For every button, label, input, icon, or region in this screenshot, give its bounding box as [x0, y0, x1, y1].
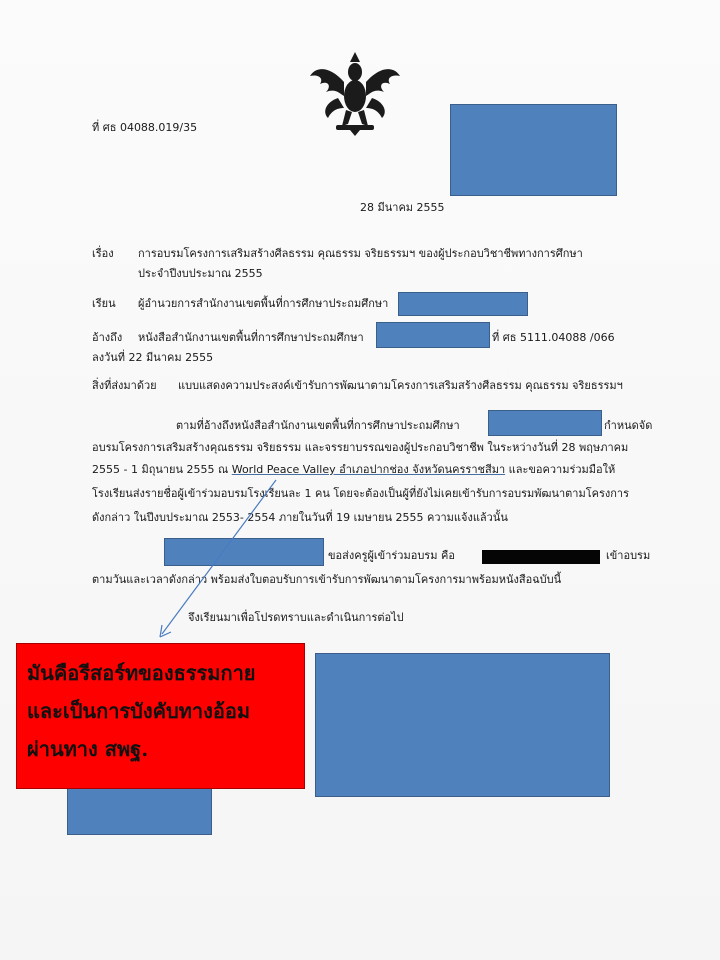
garuda-emblem-icon [308, 52, 402, 136]
letter-date: 28 มีนาคม 2555 [360, 201, 445, 214]
callout-line: และเป็นการบังคับทางอ้อม [27, 699, 251, 723]
callout-line: ผ่านทาง สพฐ. [27, 737, 149, 761]
body-text: ตามวันและเวลาดังกล่าว พร้อมส่งใบตอบรับการเข้ารับการพัฒนาตามโครงการมาพร้อมหนังสือฉบับนี้ [92, 573, 562, 586]
body-text: เข้าอบรม [606, 549, 651, 562]
redaction-box [315, 653, 610, 797]
to-label: เรียน [92, 297, 116, 310]
annotation-arrow-icon [150, 476, 290, 646]
reference-number: ที่ ศธ 04088.019/35 [92, 121, 198, 134]
body-text: โรงเรียนส่งรายชื่อผู้เข้าร่วมอบรมโรงเรียนละ 1 คน โดยจะต้องเป็นผู้ที่ยังไม่เคยเข้ารับการอบรมพัฒนาตามโครงการ [92, 487, 630, 500]
redaction-box [376, 322, 490, 348]
enclosure-label: สิ่งที่ส่งมาด้วย [92, 379, 157, 392]
venue-text: World Peace Valley อำเภอปากช่อง จังหวัดนครราชสีมา [231, 463, 506, 476]
subject-text-cont: ประจำปีงบประมาณ 2555 [138, 267, 263, 280]
body-text: และขอความร่วมมือให้ [505, 463, 616, 476]
callout-line: มันคือรีสอร์ทของธรรมกาย [27, 661, 256, 685]
redaction-box [398, 292, 528, 316]
redaction-box [67, 788, 212, 835]
body-text: 2555 - 1 มิถุนายน 2555 ณ [92, 463, 232, 476]
to-text: ผู้อำนวยการสำนักงานเขตพื้นที่การศึกษาประถมศึกษา [138, 297, 389, 310]
body-text: ดังกล่าว ในปีงบประมาณ 2553- 2554 ภายในวันที่ 19 เมษายน 2555 ความแจ้งแล้วนั้น [92, 511, 508, 524]
reference-number-text: ที่ ศธ 5111.04088 /066 [492, 331, 615, 344]
redaction-box [450, 104, 617, 196]
subject-text: การอบรมโครงการเสริมสร้างศีลธรรม คุณธรรม จริยธรรมฯ ของผู้ประกอบวิชาชีพทางการศึกษา [138, 247, 583, 260]
body-text: กำหนดจัด [604, 419, 653, 432]
red-callout-box [16, 643, 305, 789]
subject-label: เรื่อง [92, 247, 114, 260]
reference-text: หนังสือสำนักงานเขตพื้นที่การศึกษาประถมศึกษา [138, 331, 364, 344]
reference-label: อ้างถึง [92, 331, 123, 344]
closing-text: จึงเรียนมาเพื่อโปรดทราบและดำเนินการต่อไป [188, 611, 404, 624]
body-text: อบรมโครงการเสริมสร้างคุณธรรม จริยธรรม และจรรยาบรรณของผู้ประกอบวิชาชีพ ในระหว่างวันที่ 28 พฤษภาคม [92, 441, 629, 454]
body-text: ขอส่งครูผู้เข้าร่วมอบรม คือ [328, 549, 455, 562]
body-text-venue-line [92, 462, 615, 477]
redaction-box [488, 410, 602, 436]
reference-date: ลงวันที่ 22 มีนาคม 2555 [92, 351, 214, 364]
black-redaction-bar [482, 550, 600, 564]
enclosure-text: แบบแสดงความประสงค์เข้ารับการพัฒนาตามโครงการเสริมสร้างศีลธรรม คุณธรรม จริยธรรมฯ [178, 379, 623, 392]
body-text: ตามที่อ้างถึงหนังสือสำนักงานเขตพื้นที่การศึกษาประถมศึกษา [176, 419, 460, 432]
